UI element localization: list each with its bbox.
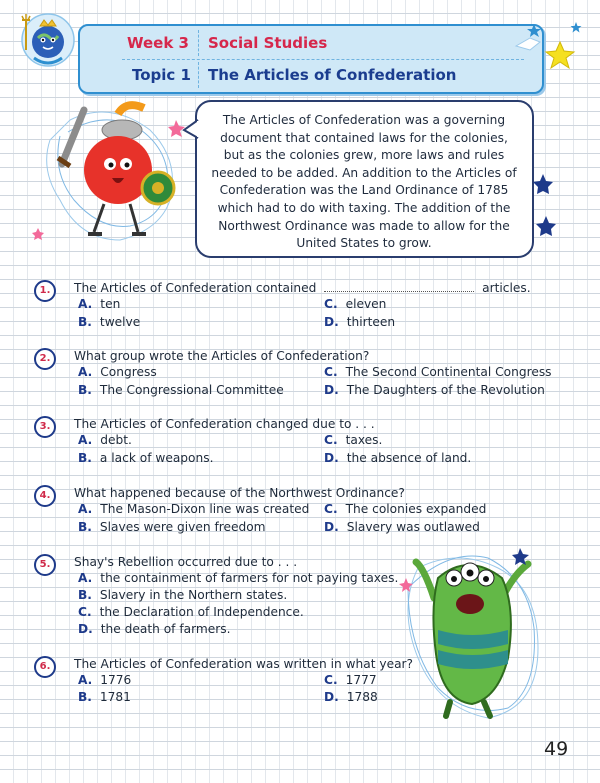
option-text: 1781 (99, 690, 131, 704)
option-text: The Congressional Committee (99, 383, 284, 397)
option-text: Congress (100, 365, 157, 379)
option-letter: B. (78, 588, 92, 602)
option-letter: D. (78, 622, 93, 636)
speech-bubble-tail-icon (182, 118, 200, 142)
option-text: Slavery in the Northern states. (99, 588, 288, 602)
option-a[interactable] (78, 365, 157, 379)
option-text: the death of farmers. (100, 622, 231, 636)
question-number-badge: 4. (34, 485, 56, 507)
option-a[interactable] (78, 571, 398, 585)
stars-icon (528, 172, 558, 242)
option-letter: D. (324, 690, 339, 704)
option-b[interactable] (78, 690, 131, 704)
option-letter: B. (78, 690, 92, 704)
option-c[interactable] (324, 365, 552, 379)
option-a[interactable] (78, 673, 131, 687)
option-letter: A. (78, 365, 93, 379)
option-text: ten (100, 297, 121, 311)
tomato-warrior-illustration-icon (30, 100, 190, 250)
option-letter: A. (78, 673, 93, 687)
option-letter: B. (78, 520, 92, 534)
option-letter: B. (78, 383, 92, 397)
option-text: The Second Continental Congress (345, 365, 552, 379)
question-number-badge: 2. (34, 348, 56, 370)
option-d[interactable] (324, 383, 545, 397)
option-letter: A. (78, 571, 93, 585)
option-d[interactable] (324, 690, 378, 704)
option-letter: A. (78, 433, 93, 447)
intro-paragraph: The Articles of Confederation was a governing document that contained laws for the colonies, but as the colonies grew, more laws and rules needed to be added. An addition to the Articles of Confederation was the Land Ordinance of 1785 which had to do with taxing. The addition of the Northwest Ordinance was made to allow for the United States to grow. (211, 113, 517, 251)
option-c[interactable] (78, 605, 304, 619)
option-letter: A. (78, 297, 93, 311)
question-text: What group wrote the Articles of Confederation? (74, 349, 370, 363)
option-c[interactable] (324, 433, 382, 447)
option-letter: D. (324, 451, 339, 465)
topic-label: Topic 1 (132, 66, 191, 84)
option-letter: B. (78, 315, 92, 329)
option-c[interactable] (324, 673, 377, 687)
question-number-badge: 5. (34, 554, 56, 576)
question-number-badge: 1. (34, 280, 56, 302)
option-text: The Daughters of the Revolution (346, 383, 545, 397)
mascot-globe-icon (16, 6, 80, 70)
option-text: The Mason-Dixon line was created (100, 502, 310, 516)
question-text: What happened because of the Northwest Ordinance? (74, 486, 405, 500)
option-text: eleven (345, 297, 387, 311)
question-text: The Articles of Confederation was written in what year? (74, 657, 414, 671)
page-number: 49 (544, 738, 569, 760)
answer-blank[interactable] (324, 281, 474, 292)
option-b[interactable] (78, 451, 213, 465)
option-a[interactable] (78, 433, 132, 447)
option-letter: C. (324, 433, 338, 447)
option-text: a lack of weapons. (99, 451, 214, 465)
green-monster-illustration-icon (398, 538, 540, 726)
option-letter: D. (324, 520, 339, 534)
option-text: debt. (100, 433, 132, 447)
option-text: 1776 (100, 673, 132, 687)
option-a[interactable] (78, 502, 309, 516)
banner-separator (198, 30, 199, 56)
week-label: Week 3 (127, 34, 189, 52)
question-number-badge: 3. (34, 416, 56, 438)
question-text-after: articles. (482, 281, 531, 295)
option-text: twelve (99, 315, 141, 329)
option-c[interactable] (324, 502, 486, 516)
option-text: the containment of farmers for not paying taxes. (100, 571, 399, 585)
subject-label: Social Studies (208, 34, 328, 52)
question-text: Shay's Rebellion occurred due to . . . (74, 555, 298, 569)
option-letter: C. (324, 673, 338, 687)
question-text (74, 281, 531, 295)
option-text: 1788 (346, 690, 378, 704)
option-d[interactable] (324, 451, 471, 465)
option-text: the absence of land. (346, 451, 472, 465)
question-text: The Articles of Confederation changed due to . . . (74, 417, 375, 431)
option-text: the Declaration of Independence. (99, 605, 304, 619)
option-c[interactable] (324, 297, 386, 311)
option-letter: C. (78, 605, 92, 619)
option-d[interactable] (78, 622, 231, 636)
option-text: Slavery was outlawed (346, 520, 480, 534)
option-b[interactable] (78, 588, 287, 602)
option-letter: A. (78, 502, 93, 516)
option-text: thirteen (346, 315, 396, 329)
option-d[interactable] (324, 520, 480, 534)
option-letter: C. (324, 297, 338, 311)
option-a[interactable] (78, 297, 120, 311)
option-b[interactable] (78, 383, 284, 397)
option-letter: B. (78, 451, 92, 465)
option-letter: C. (324, 365, 338, 379)
banner-divider (122, 59, 524, 60)
option-text: 1777 (345, 673, 377, 687)
option-text: The colonies expanded (345, 502, 487, 516)
option-b[interactable] (78, 520, 266, 534)
option-text: Slaves were given freedom (99, 520, 266, 534)
stars-decoration-icon (514, 20, 584, 80)
option-d[interactable] (324, 315, 395, 329)
option-letter: C. (324, 502, 338, 516)
option-letter: D. (324, 383, 339, 397)
question-number-badge: 6. (34, 656, 56, 678)
question-text-before: The Articles of Confederation contained (74, 281, 317, 295)
option-text: taxes. (345, 433, 383, 447)
banner-separator (198, 62, 199, 88)
topic-title: The Articles of Confederation (208, 66, 457, 84)
option-b[interactable] (78, 315, 140, 329)
option-letter: D. (324, 315, 339, 329)
